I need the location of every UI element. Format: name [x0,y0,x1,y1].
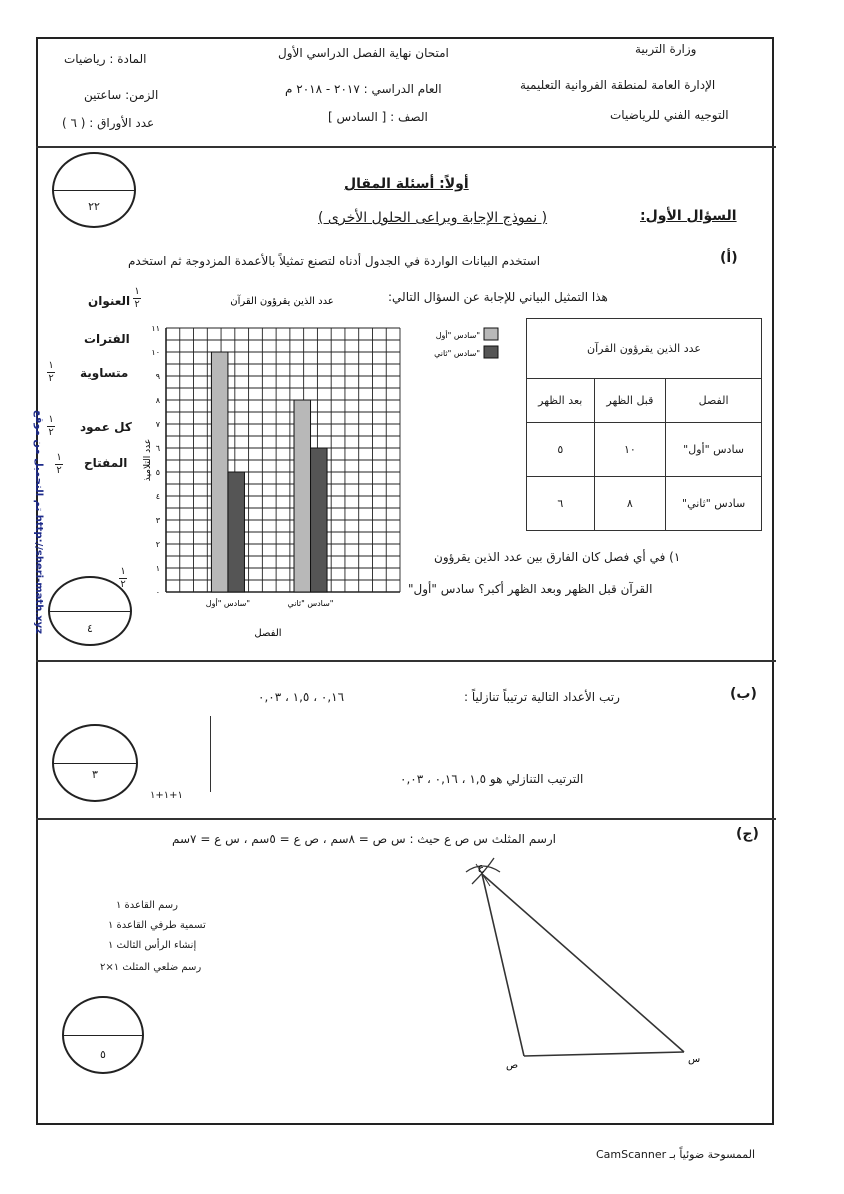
chart-x-labels [206,598,334,608]
part-a-label: (أ) [720,250,738,266]
table-header: بعد الظهر [527,379,595,423]
vertex-label-s: س [688,1054,701,1065]
y-tick-label: ٠ [155,588,160,597]
table-cell: ٨ [594,477,666,531]
question-label: السؤال الأول: [640,208,737,224]
part-b-answer: الترتيب التنازلي هو ١,٥ ، ٠,١٦ ، ٠,٠٣ [400,772,584,786]
part-c-text: ارسم المثلث س ص ع حيث : س ص = ٨سم ، ص ع = ٥سم ، س ع = ٧سم [172,832,556,846]
y-tick-label: ٧ [155,420,160,429]
q1-line-1: ١) في أي فصل كان الفارق بين عدد الذين يقرؤون [434,550,681,564]
score-oval-b: ٣ [52,724,138,802]
x-tick-label: سادس "أول" [205,599,251,608]
rubric-mark-title: ١ ٢ [134,286,140,310]
y-tick-label: ٥ [155,468,160,477]
y-tick-label: ١٠ [151,348,160,357]
section-divider-b [36,660,776,662]
bar-2-2 [311,448,328,592]
part-c-label: (ج) [736,826,759,842]
data-table [526,318,762,531]
chart-x-label: الفصل [254,628,282,639]
part-b-margin-line [210,716,211,792]
directorate-label: الإدارة العامة لمنطقة الفروانية التعليمية [520,78,716,92]
vertex-label-p: ص [506,1060,519,1071]
rubric-key: المفتاح [84,456,128,470]
legend-swatch [484,346,498,358]
part-c-rubric-1: رسم القاعدة ١ [116,900,178,911]
subject-label: المادة : رياضيات [64,52,147,66]
table-header: قبل الظهر [594,379,666,423]
pages-label: عدد الأوراق : ( ٦ ) [62,116,155,130]
guidance-label: التوجيه الفني للرياضيات [610,108,729,122]
y-tick-label: ٣ [155,516,160,525]
part-c-rubric-4: رسم ضلعي المثلث ١×٢ [100,962,202,973]
legend-swatch [484,328,498,340]
part-b-numbers: ٠,١٦ ، ١,٥ ، ٠,٠٣ [258,690,345,704]
y-tick-label: ٨ [155,396,160,405]
legend-label: سادس "أول" [435,331,480,340]
x-tick-label: سادس "ثاني" [287,599,334,608]
y-tick-label: ٩ [155,372,160,381]
rubric-mark-bar: ١ ٢ [48,414,54,438]
part-a-text-2: هذا التمثيل البياني للإجابة عن السؤال التالي: [388,290,608,304]
rubric-title: العنوان [88,294,131,308]
chart-title: عدد الذين يقرؤون القرآن [230,296,334,307]
part-b-mark: ١+١+١ [150,790,183,801]
table-header: الفصل [666,379,762,423]
double-bar-chart [140,292,436,648]
school-year: العام الدراسي : ٢٠١٧ - ٢٠١٨ م [285,82,442,96]
rubric-each-bar: كل عمود [80,420,132,434]
table-title: عدد الذين يقرؤون القرآن [527,319,762,379]
grade-label: الصف : [ السادس ] [328,110,428,124]
table-cell: ٥ [527,423,595,477]
table-cell: ٦ [527,477,595,531]
rubric-mark-equal: ١ ٢ [48,360,54,384]
q1-mark: ١ ٢ [120,566,126,590]
part-b-label: (ب) [730,686,757,702]
y-tick-label: ٦ [155,444,160,453]
chart-grid [166,328,400,592]
rubric-mark-key: ١ ٢ [56,452,62,476]
sidebar-url: تم التحميل من موقع http://sheri-math.xyz [33,410,44,634]
bar-1-2 [228,472,245,592]
triangle-construction [420,850,720,1074]
part-a-text-1: استخدم البيانات الواردة في الجدول أدناه لتصنع تمثيلاً بالأعمدة المزدوجة ثم استخدم [128,254,541,268]
table-row [527,477,762,531]
part-c-rubric-3: إنشاء الرأس الثالث ١ [108,940,197,951]
q1-line-2: القرآن قبل الظهر وبعد الظهر أكبر؟ سادس "أول" [408,582,653,596]
exam-title: امتحان نهاية الفصل الدراسي الأول [278,46,449,60]
y-tick-label: ٢ [155,540,160,549]
header-divider [36,146,776,148]
score-oval-c: ٥ [62,996,144,1074]
part-c-rubric-2: تسمية طرفي القاعدة ١ [108,920,206,931]
bar-1-1 [211,352,228,592]
chart-y-label: عدد التلاميذ [143,438,153,482]
section-divider-c [36,818,776,820]
score-oval-total: ٢٢ [52,152,136,228]
rubric-intervals: الفترات [84,332,130,346]
table-row [527,423,762,477]
table-cell: سادس "ثاني" [666,477,762,531]
score-oval-q1: ٤ [48,576,132,646]
part-b-text: رتب الأعداد التالية ترتيباً تنازلياً : [464,690,620,704]
ministry-label: وزارة التربية [635,42,697,56]
y-tick-label: ٤ [155,492,160,501]
table-cell: سادس "أول" [666,423,762,477]
model-note: ( نموذج الإجابة ويراعى الحلول الأخرى ) [318,210,548,226]
part-title: أولاً: أسئلة المقال [344,176,469,192]
table-cell: ١٠ [594,423,666,477]
bar-2-1 [294,400,311,592]
rubric-equal: متساوية [80,366,129,380]
vertex-label-a: ع [478,862,484,873]
y-tick-label: ١١ [151,324,160,333]
footer-scanner: الممسوحة ضوئياً بـ CamScanner [596,1148,756,1161]
y-tick-label: ١ [155,564,160,573]
time-label: الزمن: ساعتين [84,88,159,102]
chart-legend [404,324,508,368]
legend-label: سادس "ثاني" [434,349,480,358]
